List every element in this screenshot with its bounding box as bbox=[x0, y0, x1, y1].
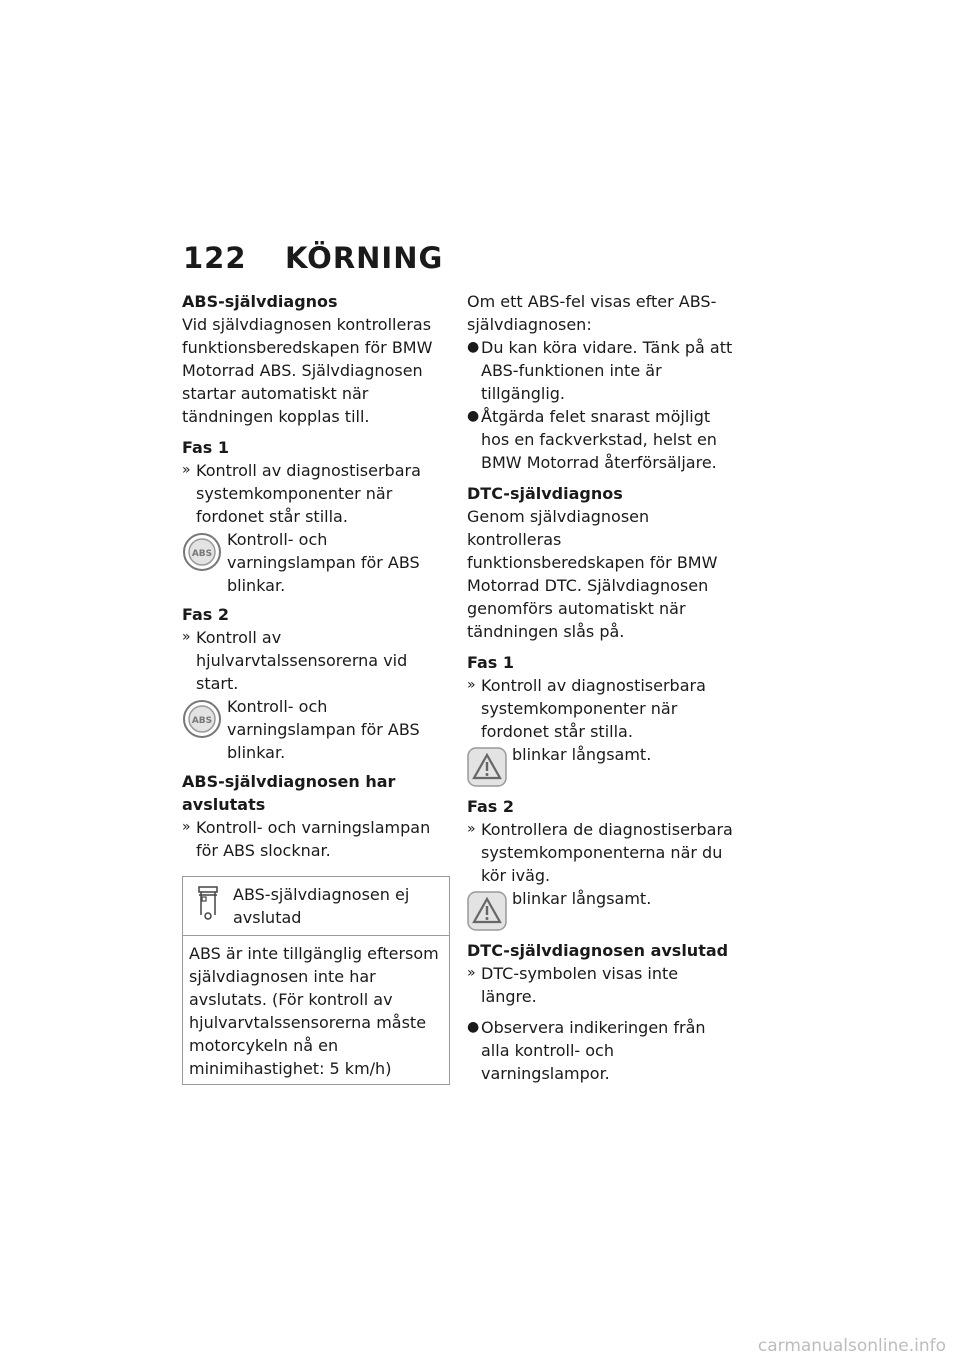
note-box bbox=[182, 876, 450, 1085]
dtc-phase2-item: » Kontrollera de diagnostiserbara systemkomponenterna när du kör iväg. bbox=[467, 820, 733, 885]
fault-bullet-1: ● Du kan köra vidare. Tänk på att ABS-funktionen inte är tillgänglig. bbox=[467, 338, 733, 403]
page-header bbox=[183, 241, 443, 275]
abs-intro: Vid självdiagnosen kontrolleras funktionsberedskapen för BMW Motorrad ABS. Självdiagnosen startar automatiskt när tändningen kopplas till. bbox=[182, 315, 433, 426]
dtc-warning-icon bbox=[467, 747, 507, 793]
dtc-phase1-light: blinkar långsamt. bbox=[467, 743, 735, 789]
note-title: ABS-självdiagnosen ej avslutad bbox=[233, 885, 410, 927]
left-column bbox=[182, 290, 450, 1085]
dtc-phase2-light: blinkar långsamt. bbox=[467, 887, 735, 933]
svg-text:ABS: ABS bbox=[191, 716, 213, 726]
abs-done-item: » Kontroll- och varningslampan för ABS slocknar. bbox=[182, 818, 431, 860]
abs-done-heading: ABS-självdiagnosen har avslutats bbox=[182, 772, 396, 814]
abs-phase1-title: Fas 1 bbox=[182, 438, 230, 457]
right-column bbox=[467, 290, 735, 1085]
dtc-done-item: » DTC-symbolen visas inte längre. bbox=[467, 964, 679, 1006]
abs-phase2-light: ABS Kontroll- och varningslampan för ABS blinkar. bbox=[182, 695, 450, 764]
watermark: carmanualsonline.info bbox=[757, 1336, 946, 1356]
abs-phase2-item: » Kontroll av hjulvarvtalssensorerna vid start. bbox=[182, 628, 408, 693]
fault-bullet-2: ● Åtgärda felet snarast möjligt hos en fackverkstad, helst en BMW Motorrad återförsäljare. bbox=[467, 407, 717, 472]
note-header bbox=[183, 877, 449, 936]
chapter-title: KÖRNING bbox=[285, 241, 444, 275]
page-number: 122 bbox=[183, 241, 247, 275]
fault-intro: Om ett ABS-fel visas efter ABS-självdiagnosen: bbox=[467, 292, 717, 334]
abs-phase2-title: Fas 2 bbox=[182, 605, 230, 624]
abs-phase1-light: ABS Kontroll- och varningslampan för ABS blinkar. bbox=[182, 528, 450, 597]
dtc-done-bullet: ● Observera indikeringen från alla kontroll- och varningslampor. bbox=[467, 1018, 706, 1083]
dtc-heading: DTC-självdiagnos bbox=[467, 484, 623, 503]
abs-warning-icon bbox=[182, 532, 222, 578]
abs-warning-icon bbox=[182, 699, 222, 745]
abs-phase1-item: » Kontroll av diagnostiserbara systemkomponenter när fordonet står stilla. bbox=[182, 461, 421, 526]
dtc-phase2-title: Fas 2 bbox=[467, 797, 515, 816]
dtc-warning-icon bbox=[467, 891, 507, 937]
dtc-intro: Genom självdiagnosen kontrolleras funktionsberedskapen för BMW Motorrad DTC. Självdiagnosen genomförs automatiskt när tändningen slås på. bbox=[467, 507, 718, 641]
svg-text:ABS: ABS bbox=[191, 549, 213, 559]
piston-icon bbox=[197, 885, 219, 927]
note-body: ABS är inte tillgänglig eftersom självdiagnosen inte har avslutats. (För kontroll av hjulvarvtalssensorerna måste motorcykeln nå en minimihastighet: 5 km/h) bbox=[189, 944, 439, 1078]
dtc-phase1-item: » Kontroll av diagnostiserbara systemkomponenter när fordonet står stilla. bbox=[467, 676, 706, 741]
abs-heading: ABS-självdiagnos bbox=[182, 292, 338, 311]
dtc-phase1-title: Fas 1 bbox=[467, 653, 515, 672]
dtc-done-heading: DTC-självdiagnosen avslutad bbox=[467, 941, 729, 960]
